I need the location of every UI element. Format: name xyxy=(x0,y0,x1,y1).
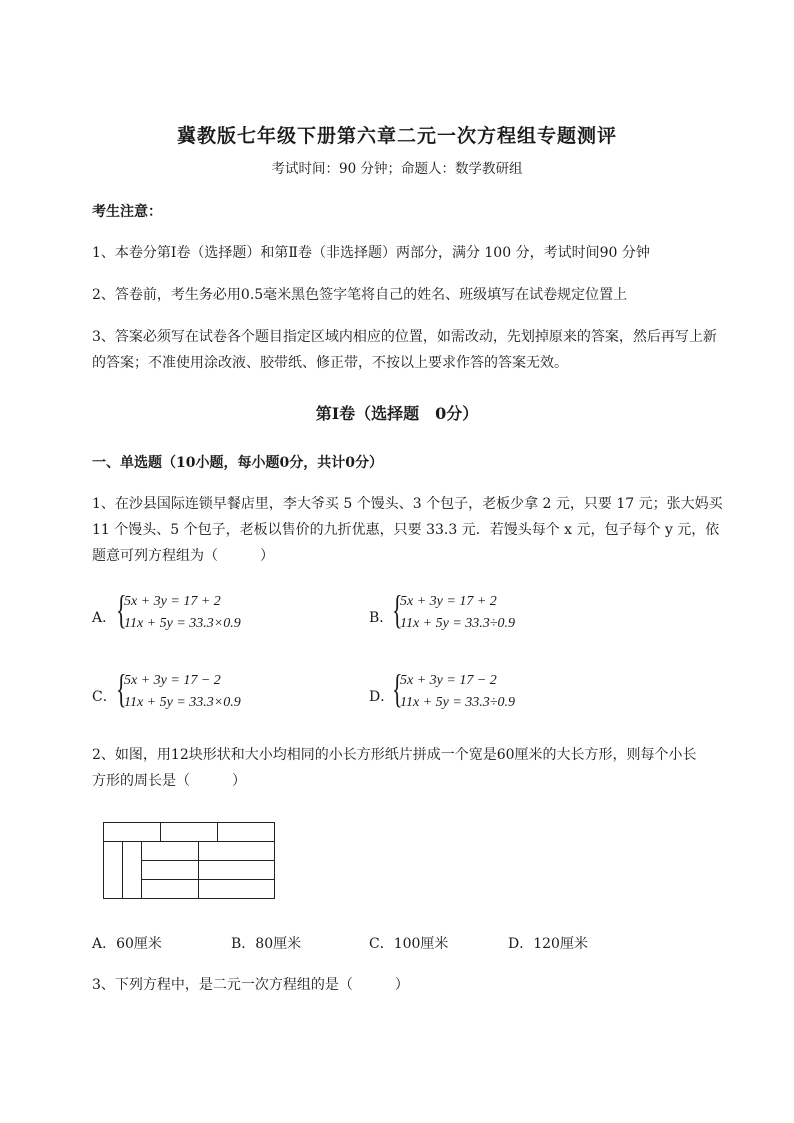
page-title: 冀教版七年级下册第六章二元一次方程组专题测评 xyxy=(176,125,617,147)
q1-line-3: 题意可列方程组为（ ） xyxy=(92,548,274,564)
q2-option-b[interactable]: B．80厘米 xyxy=(231,936,302,952)
small-rectangle xyxy=(198,841,275,861)
notice-item-2: 2、答卷前，考生务必用0.5毫米黑色签字笔将自己的姓名、班级填写在试卷规定位置上 xyxy=(92,287,628,303)
notice-item-3-cont: 的答案；不准使用涂改液、胶带纸、修正带，不按以上要求作答的答案无效。 xyxy=(92,355,568,371)
small-rectangle xyxy=(103,822,161,842)
brace-icon: { xyxy=(116,666,127,711)
q1-option-c-label[interactable]: C． xyxy=(92,689,117,705)
small-rectangle xyxy=(217,822,275,842)
q1-option-a-label[interactable]: A． xyxy=(92,610,117,626)
q1-line-1: 1、在沙县国际连锁早餐店里，李大爷买 5 个馒头、3 个包子，老板少拿 2 元，只要 17 元；张大妈买 xyxy=(92,496,723,512)
q2-option-d[interactable]: D．120厘米 xyxy=(508,936,588,952)
small-rectangle xyxy=(141,841,199,861)
q1-option-d-label[interactable]: D． xyxy=(369,689,395,705)
q2-line-2: 方形的周长是（ ） xyxy=(92,773,246,789)
q1-option-c-eq1: 5x + 3y = 17 − 2 xyxy=(124,673,221,688)
q1-option-d-eq2: 11x + 5y = 33.3÷0.9 xyxy=(400,695,515,710)
part-title: 一、单选题（10小题，每小题0分，共计0分） xyxy=(92,455,383,471)
notice-item-1: 1、本卷分第Ⅰ卷（选择题）和第Ⅱ卷（非选择题）两部分，满分 100 分，考试时间90 分钟 xyxy=(92,245,650,261)
small-rectangle xyxy=(141,860,199,880)
brace-icon: { xyxy=(392,587,403,632)
small-rectangle xyxy=(198,860,275,880)
page-subtitle: 考试时间：90 分钟；命题人：数学教研组 xyxy=(271,161,523,177)
small-rectangle xyxy=(103,841,123,899)
section-title: 第Ⅰ卷（选择题 0分） xyxy=(315,404,479,423)
notice-item-3: 3、答案必须写在试卷各个题目指定区域内相应的位置，如需改动，先划掉原来的答案，然后再写上新 xyxy=(92,329,717,345)
q1-option-d-eq1: 5x + 3y = 17 − 2 xyxy=(400,673,497,688)
brace-icon: { xyxy=(392,666,403,711)
notice-heading: 考生注意： xyxy=(92,204,162,220)
q2-option-a[interactable]: A．60厘米 xyxy=(92,936,162,952)
q1-option-b-label[interactable]: B． xyxy=(369,610,394,626)
q1-line-2: 11 个馒头、5 个包子，老板以售价的九折优惠，只要 33.3 元．若馒头每个 x 元，包子每个 y 元，依 xyxy=(92,522,720,538)
rectangle-figure xyxy=(103,822,275,899)
q3-line-1: 3、下列方程中，是二元一次方程组的是（ ） xyxy=(92,977,409,993)
q1-option-a-eq2: 11x + 5y = 33.3×0.9 xyxy=(124,616,241,631)
q1-option-b-eq2: 11x + 5y = 33.3÷0.9 xyxy=(400,616,515,631)
small-rectangle xyxy=(198,879,275,899)
brace-icon: { xyxy=(116,587,127,632)
small-rectangle xyxy=(160,822,218,842)
q2-option-c[interactable]: C．100厘米 xyxy=(369,936,449,952)
small-rectangle xyxy=(122,841,142,899)
q2-line-1: 2、如图，用12块形状和大小均相同的小长方形纸片拼成一个宽是60厘米的大长方形，则每个小长 xyxy=(92,747,697,763)
q1-option-b-eq1: 5x + 3y = 17 + 2 xyxy=(400,594,497,609)
small-rectangle xyxy=(141,879,199,899)
q1-option-a-eq1: 5x + 3y = 17 + 2 xyxy=(124,594,221,609)
q1-option-c-eq2: 11x + 5y = 33.3×0.9 xyxy=(124,695,241,710)
